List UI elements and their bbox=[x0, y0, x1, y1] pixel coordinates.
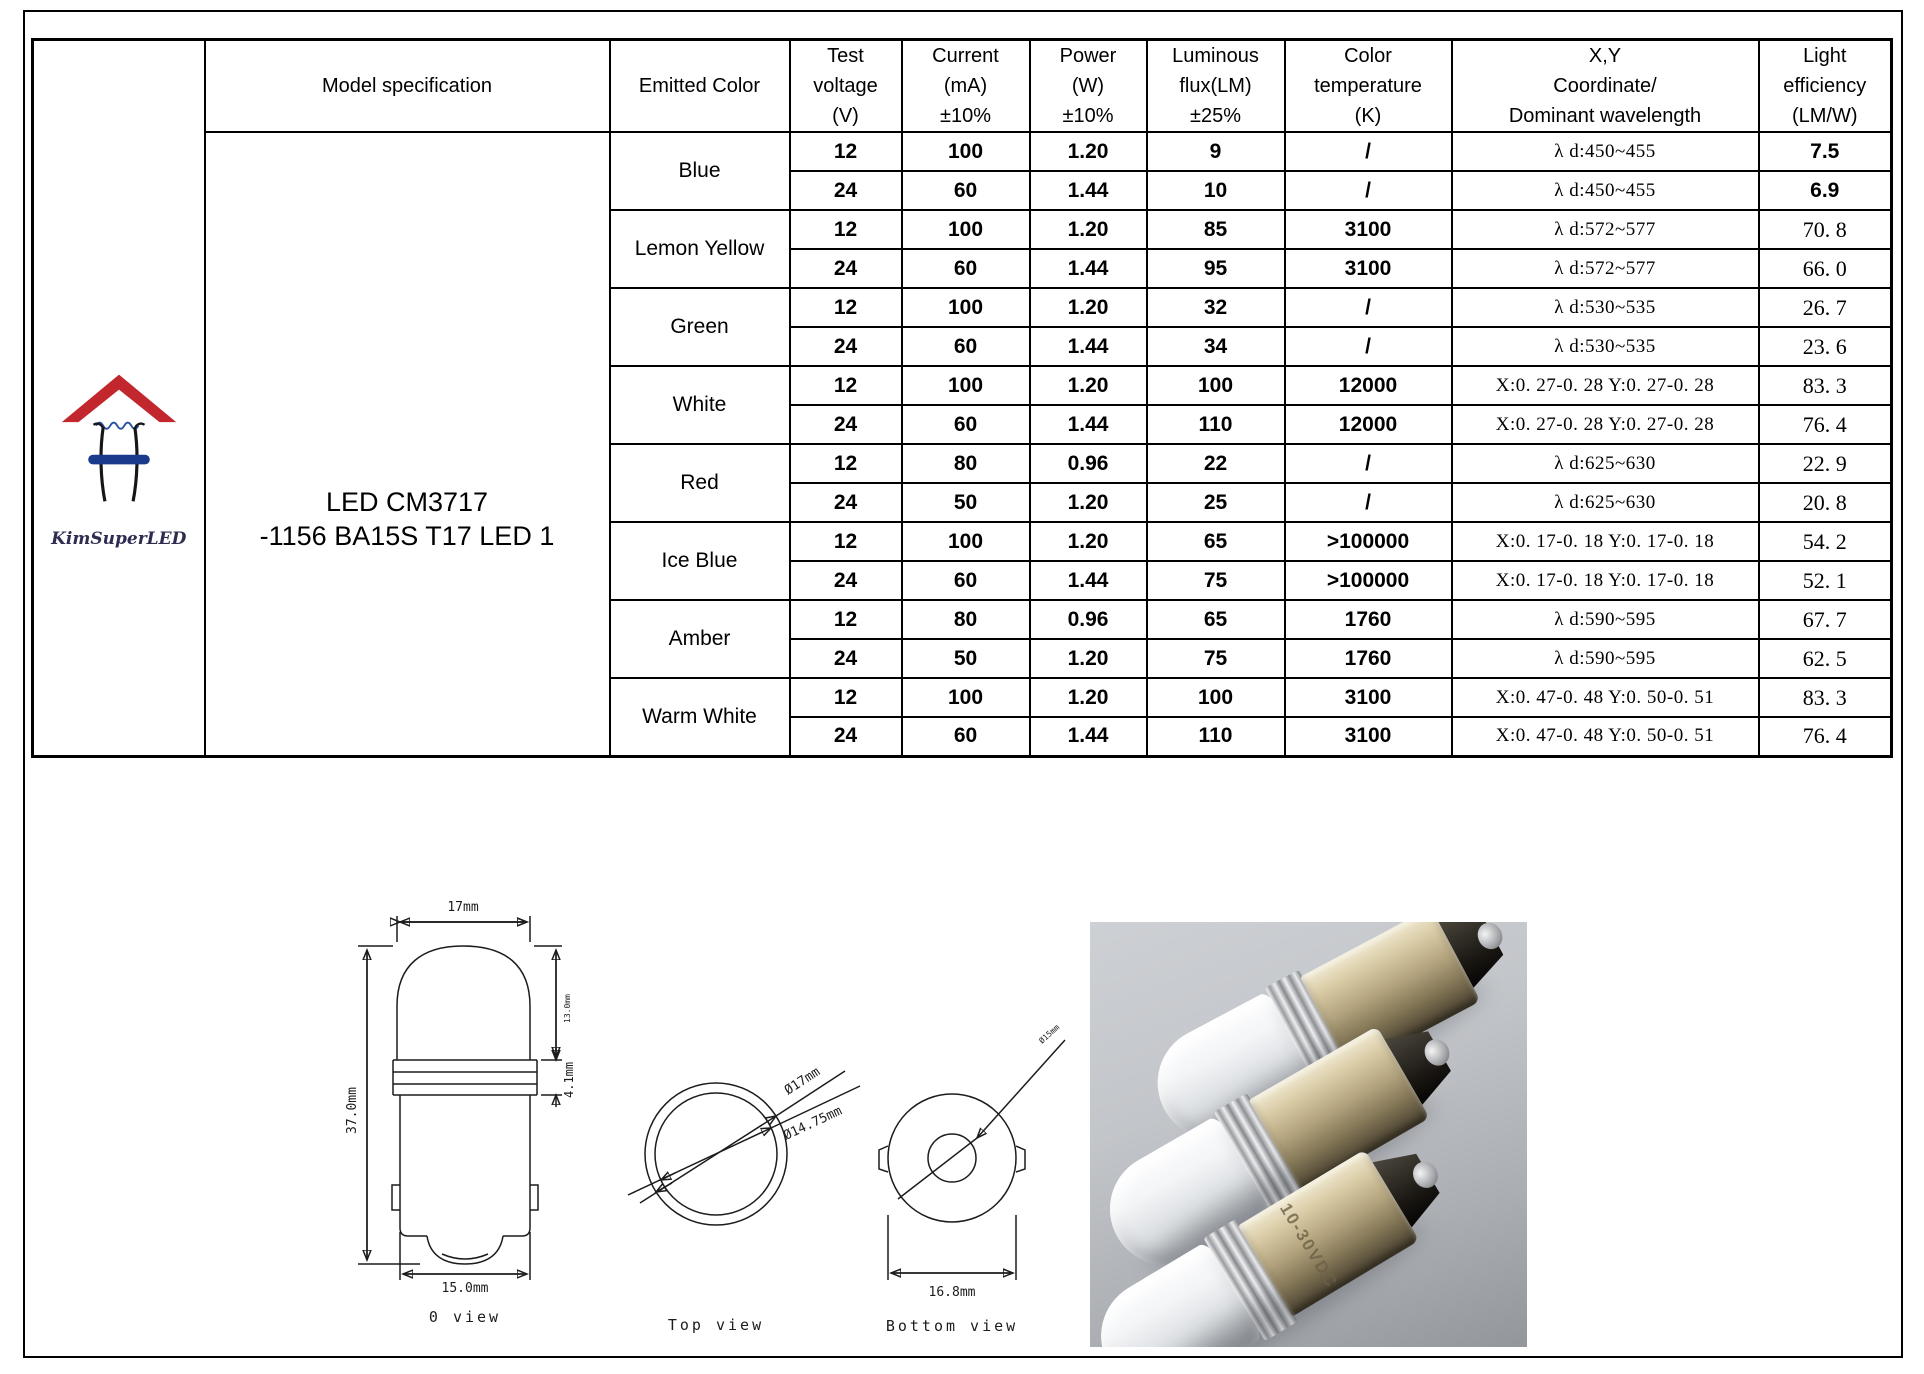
side-view-drawing bbox=[290, 880, 620, 1360]
efficiency-cell: 76. 4 bbox=[1759, 717, 1892, 756]
header-line: ±10% bbox=[1062, 105, 1114, 127]
model-line: LED CM3717 bbox=[325, 486, 489, 517]
header-line: Coordinate/ bbox=[1553, 75, 1657, 97]
flux-cell: 110 bbox=[1147, 717, 1285, 756]
flux-cell: 22 bbox=[1147, 444, 1285, 483]
xy-coordinate-cell: λ d:572~577 bbox=[1452, 210, 1759, 249]
voltage-cell: 24 bbox=[790, 639, 902, 678]
efficiency-cell: 52. 1 bbox=[1759, 561, 1892, 600]
flux-cell: 100 bbox=[1147, 678, 1285, 717]
voltage-cell: 12 bbox=[790, 132, 902, 171]
current-cell: 100 bbox=[902, 210, 1030, 249]
efficiency-cell: 67. 7 bbox=[1759, 600, 1892, 639]
current-cell: 60 bbox=[902, 171, 1030, 210]
header-line: Light bbox=[1803, 45, 1847, 67]
power-cell: 1.20 bbox=[1030, 483, 1147, 522]
efficiency-cell: 54. 2 bbox=[1759, 522, 1892, 561]
voltage-marking: 10-30VDC bbox=[1276, 1199, 1342, 1292]
current-cell: 100 bbox=[902, 366, 1030, 405]
flux-cell: 75 bbox=[1147, 639, 1285, 678]
column-header-emitted bbox=[610, 40, 790, 133]
voltage-cell: 24 bbox=[790, 483, 902, 522]
flux-cell: 32 bbox=[1147, 288, 1285, 327]
efficiency-cell: 83. 3 bbox=[1759, 678, 1892, 717]
column-header-eff bbox=[1759, 40, 1892, 133]
efficiency-cell: 66. 0 bbox=[1759, 249, 1892, 288]
power-cell: 0.96 bbox=[1030, 444, 1147, 483]
column-header-model: Model specification bbox=[205, 40, 610, 133]
temp-cell: >100000 bbox=[1285, 561, 1452, 600]
bottom-view-caption: Bottom view bbox=[885, 1317, 1019, 1335]
top-view-drawing bbox=[610, 1000, 870, 1345]
xy-coordinate-cell: X:0. 17-0. 18 Y:0. 17-0. 18 bbox=[1452, 561, 1759, 600]
contact-dome bbox=[427, 1236, 503, 1264]
flux-cell: 110 bbox=[1147, 405, 1285, 444]
header-line: Power bbox=[1059, 45, 1117, 67]
brand-logo bbox=[36, 246, 202, 549]
power-cell: 0.96 bbox=[1030, 600, 1147, 639]
temp-cell: 1760 bbox=[1285, 600, 1452, 639]
voltage-cell: 12 bbox=[790, 522, 902, 561]
power-cell: 1.20 bbox=[1030, 366, 1147, 405]
voltage-cell: 24 bbox=[790, 561, 902, 600]
spec-table bbox=[31, 38, 1893, 758]
xy-coordinate-cell: λ d:572~577 bbox=[1452, 249, 1759, 288]
temp-cell: / bbox=[1285, 483, 1452, 522]
dim-label-37mm: 37.0mm bbox=[345, 1087, 360, 1134]
efficiency-cell: 26. 7 bbox=[1759, 288, 1892, 327]
power-cell: 1.20 bbox=[1030, 288, 1147, 327]
header-line: efficiency bbox=[1783, 75, 1867, 97]
model-specification-cell bbox=[205, 132, 610, 756]
emitted-color-cell: Lemon Yellow bbox=[610, 210, 790, 288]
flux-cell: 75 bbox=[1147, 561, 1285, 600]
temp-cell: 1760 bbox=[1285, 639, 1452, 678]
flux-cell: 85 bbox=[1147, 210, 1285, 249]
voltage-cell: 12 bbox=[790, 288, 902, 327]
dim-label-diag-diameter: Ø15mm bbox=[1037, 1022, 1062, 1046]
bottom-view-drawing bbox=[870, 1000, 1110, 1345]
voltage-cell: 24 bbox=[790, 171, 902, 210]
emitted-color-cell: White bbox=[610, 366, 790, 444]
flux-cell: 65 bbox=[1147, 600, 1285, 639]
current-cell: 100 bbox=[902, 678, 1030, 717]
emitted-color-cell: Ice Blue bbox=[610, 522, 790, 600]
efficiency-cell: 7.5 bbox=[1759, 132, 1892, 171]
dim-label-width: 16.8mm bbox=[928, 1285, 976, 1300]
xy-coordinate-cell: λ d:625~630 bbox=[1452, 444, 1759, 483]
power-cell: 1.20 bbox=[1030, 678, 1147, 717]
xy-coordinate-cell: X:0. 47-0. 48 Y:0. 50-0. 51 bbox=[1452, 678, 1759, 717]
xy-coordinate-cell: λ d:625~630 bbox=[1452, 483, 1759, 522]
current-cell: 100 bbox=[902, 132, 1030, 171]
dim-label-inner-diameter: Ø14.75mm bbox=[781, 1103, 845, 1144]
current-cell: 60 bbox=[902, 561, 1030, 600]
header-line: (K) bbox=[1354, 105, 1382, 127]
temp-cell: / bbox=[1285, 288, 1452, 327]
xy-coordinate-cell: X:0. 17-0. 18 Y:0. 17-0. 18 bbox=[1452, 522, 1759, 561]
header-line: ±25% bbox=[1189, 105, 1241, 127]
current-cell: 60 bbox=[902, 405, 1030, 444]
efficiency-cell: 23. 6 bbox=[1759, 327, 1892, 366]
temp-cell: 3100 bbox=[1285, 210, 1452, 249]
power-cell: 1.44 bbox=[1030, 561, 1147, 600]
temp-cell: >100000 bbox=[1285, 522, 1452, 561]
flux-cell: 10 bbox=[1147, 171, 1285, 210]
header-line: Emitted Color bbox=[638, 75, 761, 97]
logo-roof-shape bbox=[62, 375, 176, 423]
voltage-cell: 12 bbox=[790, 366, 902, 405]
side-view-caption: 0 view bbox=[428, 1308, 502, 1326]
flux-cell: 25 bbox=[1147, 483, 1285, 522]
xy-coordinate-cell: λ d:450~455 bbox=[1452, 132, 1759, 171]
current-cell: 60 bbox=[902, 327, 1030, 366]
current-cell: 50 bbox=[902, 639, 1030, 678]
column-header-voltage bbox=[790, 40, 902, 133]
flux-cell: 65 bbox=[1147, 522, 1285, 561]
current-cell: 60 bbox=[902, 717, 1030, 756]
emitted-color-cell: Warm White bbox=[610, 678, 790, 756]
current-cell: 60 bbox=[902, 249, 1030, 288]
temp-cell: 3100 bbox=[1285, 678, 1452, 717]
header-line: Color bbox=[1344, 45, 1392, 67]
xy-coordinate-cell: λ d:590~595 bbox=[1452, 639, 1759, 678]
xy-coordinate-cell: λ d:530~535 bbox=[1452, 327, 1759, 366]
bayonet-pins bbox=[392, 1185, 538, 1210]
xy-coordinate-cell: X:0. 27-0. 28 Y:0. 27-0. 28 bbox=[1452, 405, 1759, 444]
dim-label-17mm: 17mm bbox=[447, 900, 479, 915]
column-header-current bbox=[902, 40, 1030, 133]
current-cell: 100 bbox=[902, 522, 1030, 561]
xy-coordinate-cell: X:0. 47-0. 48 Y:0. 50-0. 51 bbox=[1452, 717, 1759, 756]
dim-label-collar: 4.1mm bbox=[562, 1061, 576, 1098]
header-line: Luminous bbox=[1172, 45, 1259, 67]
model-text-block bbox=[208, 335, 607, 553]
flux-cell: 95 bbox=[1147, 249, 1285, 288]
product-photo bbox=[1090, 922, 1527, 1347]
header-line: X,Y bbox=[1588, 45, 1622, 67]
right-bayonet-tab bbox=[1016, 1146, 1025, 1172]
top-view-caption: Top view bbox=[667, 1316, 765, 1334]
temp-cell: / bbox=[1285, 132, 1452, 171]
header-line: Current bbox=[932, 45, 999, 67]
voltage-cell: 12 bbox=[790, 210, 902, 249]
header-line: temperature bbox=[1314, 75, 1422, 97]
emitted-color-cell: Green bbox=[610, 288, 790, 366]
xy-coordinate-cell: λ d:590~595 bbox=[1452, 600, 1759, 639]
current-cell: 80 bbox=[902, 600, 1030, 639]
power-cell: 1.20 bbox=[1030, 522, 1147, 561]
emitted-color-cell: Amber bbox=[610, 600, 790, 678]
temp-cell: 3100 bbox=[1285, 717, 1452, 756]
header-line: (W) bbox=[1071, 75, 1105, 97]
flux-cell: 34 bbox=[1147, 327, 1285, 366]
efficiency-cell: 70. 8 bbox=[1759, 210, 1892, 249]
header-line: flux(LM) bbox=[1179, 75, 1252, 97]
temp-cell: / bbox=[1285, 327, 1452, 366]
header-line: (V) bbox=[832, 105, 859, 127]
efficiency-cell: 83. 3 bbox=[1759, 366, 1892, 405]
power-cell: 1.44 bbox=[1030, 405, 1147, 444]
power-cell: 1.20 bbox=[1030, 210, 1147, 249]
brand-logo-cell bbox=[33, 40, 205, 757]
header-line: Test bbox=[827, 45, 864, 67]
table-header-row bbox=[33, 40, 1892, 133]
emitted-color-cell: Red bbox=[610, 444, 790, 522]
voltage-cell: 24 bbox=[790, 717, 902, 756]
column-header-power bbox=[1030, 40, 1147, 133]
power-cell: 1.44 bbox=[1030, 171, 1147, 210]
left-bayonet-tab bbox=[879, 1146, 888, 1172]
voltage-cell: 24 bbox=[790, 249, 902, 288]
bulb-outline bbox=[392, 946, 538, 1264]
emitted-color-cell: Blue bbox=[610, 132, 790, 210]
efficiency-cell: 76. 4 bbox=[1759, 405, 1892, 444]
flux-cell: 100 bbox=[1147, 366, 1285, 405]
power-cell: 1.20 bbox=[1030, 132, 1147, 171]
efficiency-cell: 6.9 bbox=[1759, 171, 1892, 210]
temp-cell: 12000 bbox=[1285, 405, 1452, 444]
temp-cell: 3100 bbox=[1285, 249, 1452, 288]
header-line: ±10% bbox=[939, 105, 991, 127]
xy-coordinate-cell: λ d:450~455 bbox=[1452, 171, 1759, 210]
dim-label-15mm: 15.0mm bbox=[441, 1281, 489, 1296]
current-cell: 100 bbox=[902, 288, 1030, 327]
model-line: -1156 BA15S T17 LED 1 bbox=[259, 520, 555, 551]
xy-coordinate-cell: λ d:530~535 bbox=[1452, 288, 1759, 327]
voltage-cell: 12 bbox=[790, 600, 902, 639]
voltage-cell: 12 bbox=[790, 444, 902, 483]
voltage-cell: 24 bbox=[790, 327, 902, 366]
dim-label-outer-diameter: Ø17mm bbox=[782, 1064, 824, 1099]
brand-name: KimSuperLED bbox=[51, 529, 187, 550]
flux-cell: 9 bbox=[1147, 132, 1285, 171]
efficiency-cell: 22. 9 bbox=[1759, 444, 1892, 483]
temp-cell: / bbox=[1285, 171, 1452, 210]
header-line: Dominant wavelength bbox=[1508, 105, 1702, 127]
header-line: (mA) bbox=[943, 75, 988, 97]
temp-cell: / bbox=[1285, 444, 1452, 483]
header-line: voltage bbox=[813, 75, 878, 97]
kimsuperled-logo-icon bbox=[53, 358, 185, 518]
column-header-xy bbox=[1452, 40, 1759, 133]
current-cell: 80 bbox=[902, 444, 1030, 483]
power-cell: 1.20 bbox=[1030, 639, 1147, 678]
efficiency-cell: 62. 5 bbox=[1759, 639, 1892, 678]
logo-bar-shape bbox=[88, 455, 150, 465]
column-header-temp bbox=[1285, 40, 1452, 133]
power-cell: 1.44 bbox=[1030, 327, 1147, 366]
temp-cell: 12000 bbox=[1285, 366, 1452, 405]
voltage-cell: 12 bbox=[790, 678, 902, 717]
power-cell: 1.44 bbox=[1030, 717, 1147, 756]
power-cell: 1.44 bbox=[1030, 249, 1147, 288]
current-cell: 50 bbox=[902, 483, 1030, 522]
header-line: (LM/W) bbox=[1791, 105, 1858, 127]
dimension-lines bbox=[358, 916, 562, 1280]
voltage-cell: 24 bbox=[790, 405, 902, 444]
column-header-flux bbox=[1147, 40, 1285, 133]
efficiency-cell: 20. 8 bbox=[1759, 483, 1892, 522]
spec-row-blue-12v bbox=[33, 132, 1892, 171]
xy-coordinate-cell: X:0. 27-0. 28 Y:0. 27-0. 28 bbox=[1452, 366, 1759, 405]
dim-label-dome-height: 13.0mm bbox=[563, 994, 572, 1023]
